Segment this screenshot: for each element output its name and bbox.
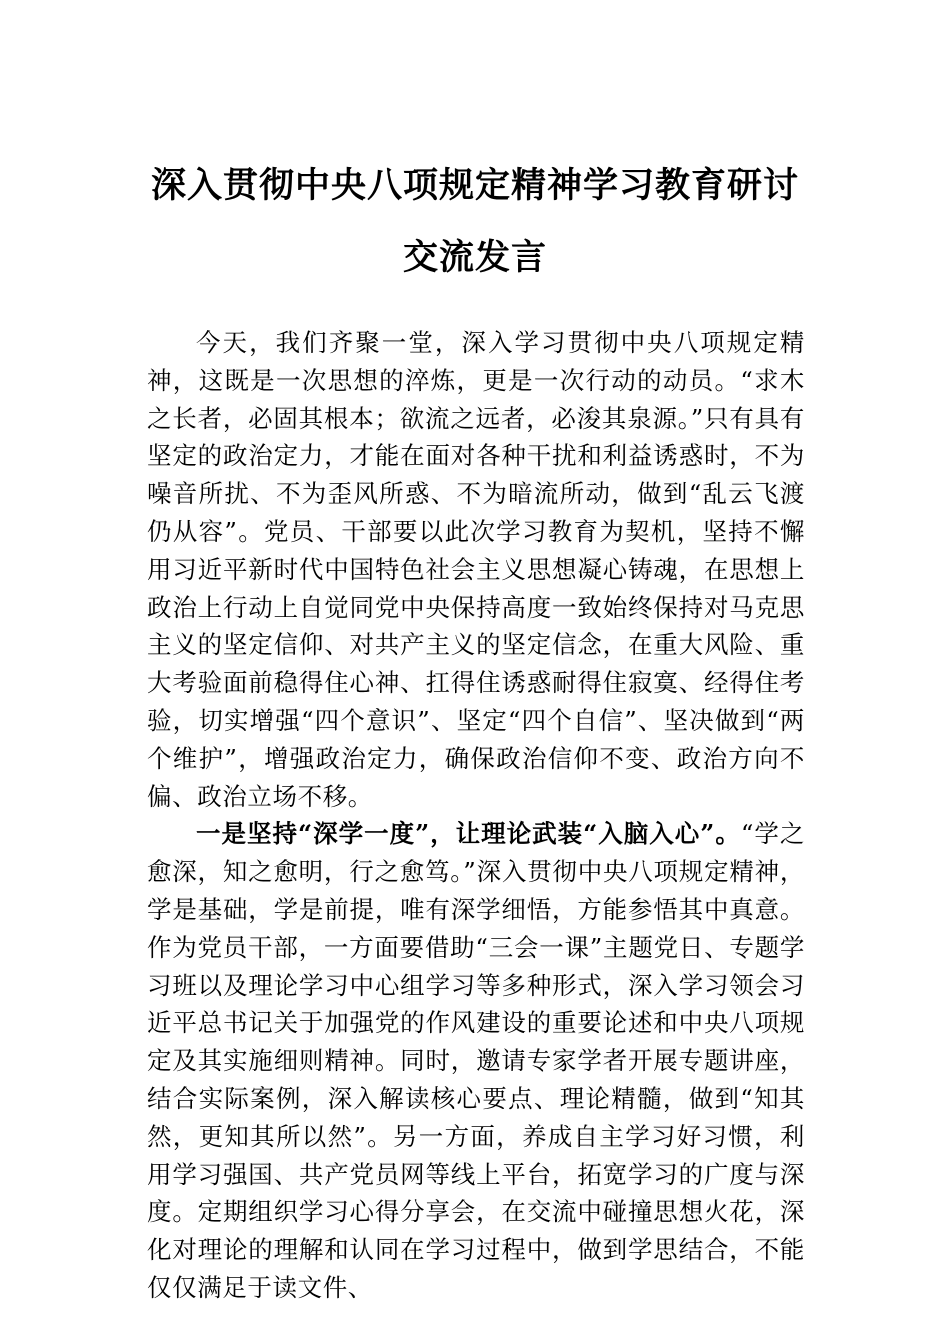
paragraph-section-1 <box>147 815 805 1306</box>
paragraph-intro: 今天，我们齐聚一堂，深入学习贯彻中央八项规定精神，这既是一次思想的淬炼，更是一次行动的动员。“求木之长者，必固其根本；欲流之远者，必浚其泉源。”只有具有坚定的政治定力，才能在面对各种干扰和利益诱惑时，不为噪音所扰、不为歪风所惑、不为暗流所动，做到“乱云飞渡仍从容”。党员、干部要以此次学习教育为契机，坚持不懈用习近平新时代中国特色社会主义思想凝心铸魂，在思想上政治上行动上自觉同党中央保持高度一致始终保持对马克思主义的坚定信仰、对共产主义的坚定信念，在重大风险、重大考验面前稳得住心神、扛得住诱惑耐得住寂寞、经得住考验，切实增强“四个意识”、坚定“四个自信”、坚决做到“两个维护”，增强政治定力，确保政治信仰不变、政治方向不偏、政治立场不移。 <box>147 328 805 811</box>
title-line-1: 深入贯彻中央八项规定精神学习教育研讨 <box>150 166 799 206</box>
document-title <box>140 150 810 294</box>
section-1-heading: 一是坚持“深学一度”，让理论武装“入脑入心”。 <box>196 819 741 849</box>
title-line-2: 交流发言 <box>402 238 547 278</box>
document-body <box>147 324 805 1307</box>
section-1-text: “学之愈深，知之愈明，行之愈笃。”深入贯彻中央八项规定精神，学是基础，学是前提，唯有深学细悟，方能参悟其中真意。作为党员干部，一方面要借助“三会一课”主题党日、专题学习班以及理论学习中心组学习等多种形式，深入学习领会习近平总书记关于加强党的作风建设的重要论述和中央八项规定及其实施细则精神。同时，邀请专家学者开展专题讲座，结合实际案例，深入解读核心要点、理论精髓，做到“知其然，更知其所以然”。另一方面，养成自主学习好习惯，利用学习强国、共产党员网等线上平台，拓宽学习的广度与深度。定期组织学习心得分享会，在交流中碰撞思想火花，深化对理论的理解和认同在学习过程中，做到学思结合，不能仅仅满足于读文件、 <box>147 819 806 1302</box>
